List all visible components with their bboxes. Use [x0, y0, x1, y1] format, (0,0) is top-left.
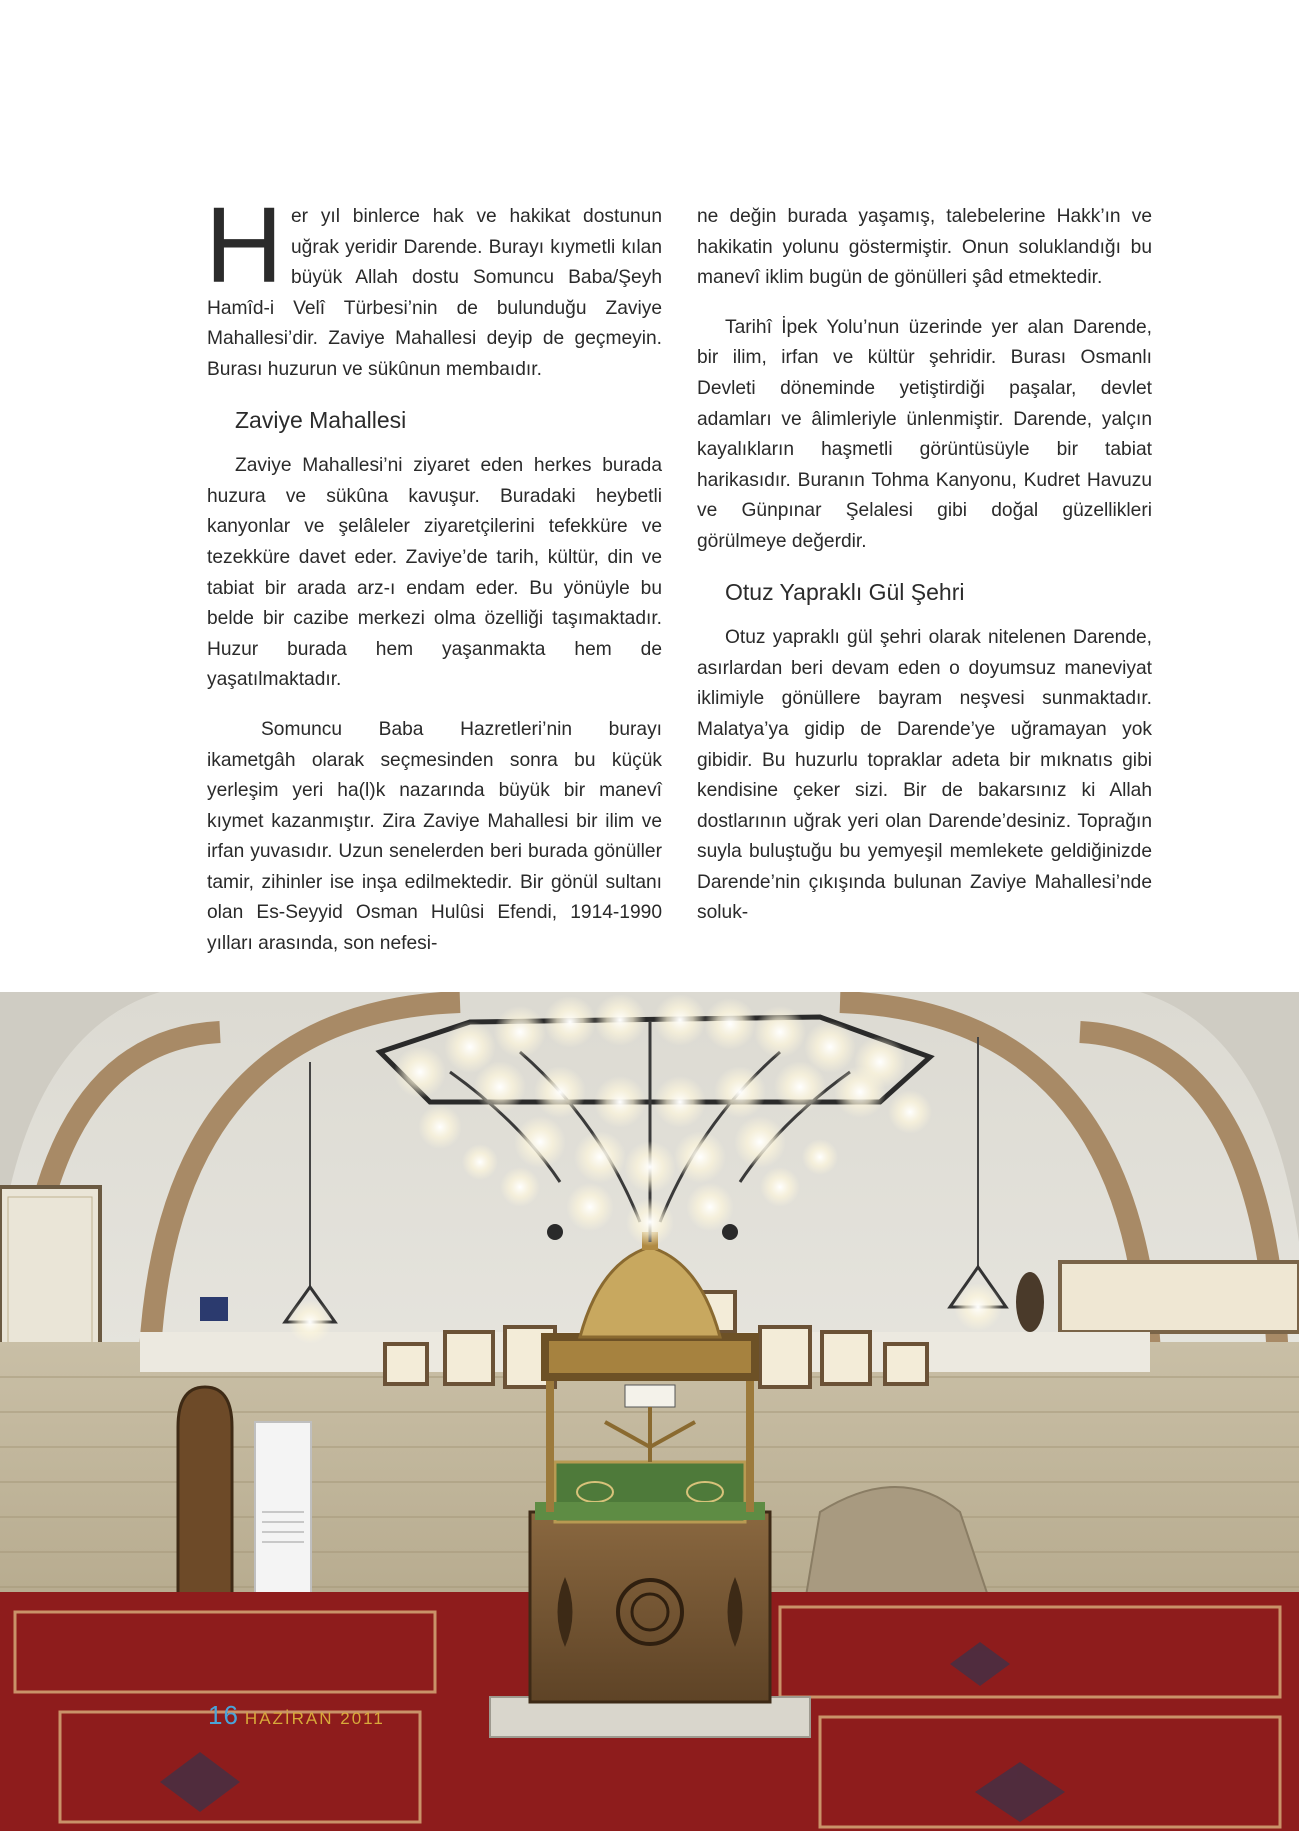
paragraph-continued: ne değin burada yaşamış, talebelerine Hakk’ın ve hakikatin yolunu göstermiştir. Onun soluklandığı bu manevî iklim bugün de gönülleri şâd etmektedir. [697, 206, 1152, 289]
wall-lamp-bracket [1016, 1272, 1044, 1332]
tomb-nameplate [625, 1385, 675, 1407]
paragraph-zaviye-1: Zaviye Mahallesi’ni ziyaret eden herkes burada huzura ve sükûna kavuşur. Buradaki heybetli kanyonlar ve şelâleler ziyaretçilerini tefekküre ve tezekküre davet eder. Zaviye’de tarih, kültür, din ve tabiat bir arada arz-ı endam eder. Bu yönüyle bu belde bir cazibe merkezi olma özelliği taşımaktadır. Huzur burada hem yaşanmakta hem de yaşatılmaktadır. [207, 455, 662, 691]
framed-inscription-right [1060, 1262, 1299, 1332]
section-heading-zaviye: Zaviye Mahallesi [235, 406, 407, 433]
blue-sign [200, 1297, 228, 1321]
drop-cap: H [205, 184, 283, 305]
doorway [178, 1387, 232, 1622]
page-folio [208, 1700, 385, 1731]
left-column [205, 184, 662, 979]
right-column [697, 202, 1152, 948]
paragraph-ipek-yolu: Tarihî İpek Yolu’nun üzerinde yer alan Darende, bir ilim, irfan ve kültür şehridir. Burası Osmanlı Devleti döneminde yetiştirdiği paşalar, devlet adamları ve âlimleriyle ünlenmiştir. Darende, yalçın kayalıkların haşmetli görüntüsüyle bir tabiat harikasıdır. Buranın Tohma Kanyonu, Kudret Havuzu ve Günpınar Şelalesi gibi doğal güzellikleri görülmeye değerdir. [697, 316, 1152, 552]
tomb-interior-photo [0, 992, 1299, 1831]
intro-paragraph [205, 184, 662, 386]
intro-text: er yıl binlerce hak ve hakikat dostunun uğrak yeridir Darende. Burayı kıymetli kılan büyük Allah dostu Somuncu Baba/Şeyh Hamîd-i Velî Türbesi’nin de bulunduğu Zaviye Mahallesi’dir. Zaviye Mahallesi deyip de geçmeyin. Burası huzurun ve sükûnun membaıdır. [207, 206, 662, 380]
paragraph-zaviye-2: Somuncu Baba Hazretleri’nin burayı ikametgâh olarak seçmesinden sonra bu küçük yerleşim yeri ha(l)k nazarında büyük bir manevî kıymet kazanmıştır. Zira Zaviye Mahallesi bir ilim ve irfan yuvasıdır. Uzun senelerden beri burada gönüller tamir, zihinler ise inşa edilmektedir. Bir gönül sultanı olan Es-Seyyid Osman Hulûsi Efendi, 1914-1990 yılları arasında, son nefesi- [207, 718, 662, 955]
paragraph-gul-sehri: Otuz yapraklı gül şehri olarak nitelenen Darende, asırlardan beri devam eden o doyumsuz maneviyat iklimiyle gönüllere bayram neşvesi sunmaktadır. Malatya’ya gidip de Darende’ye uğramayan yok gibidir. Bu huzurlu topraklar adeta bir mıknatıs gibi kendisine çeker sizi. Bir de bakarsınız ki Allah dostlarının uğrak yeri olan Darende’desiniz. Toprağın suyla buluştuğu bu yemyeşil memlekete geldiğinizde Darende’nin çıkışında bulunan Zaviye Mahallesi’nde soluk- [697, 627, 1152, 924]
sarcophagus [490, 1462, 810, 1737]
photo-illustration [0, 992, 1299, 1831]
section-heading-gul-sehri: Otuz Yapraklı Gül Şehri [725, 578, 965, 605]
issue-date: HAZİRAN 2011 [244, 1709, 385, 1728]
page-number: 16 [208, 1700, 239, 1730]
